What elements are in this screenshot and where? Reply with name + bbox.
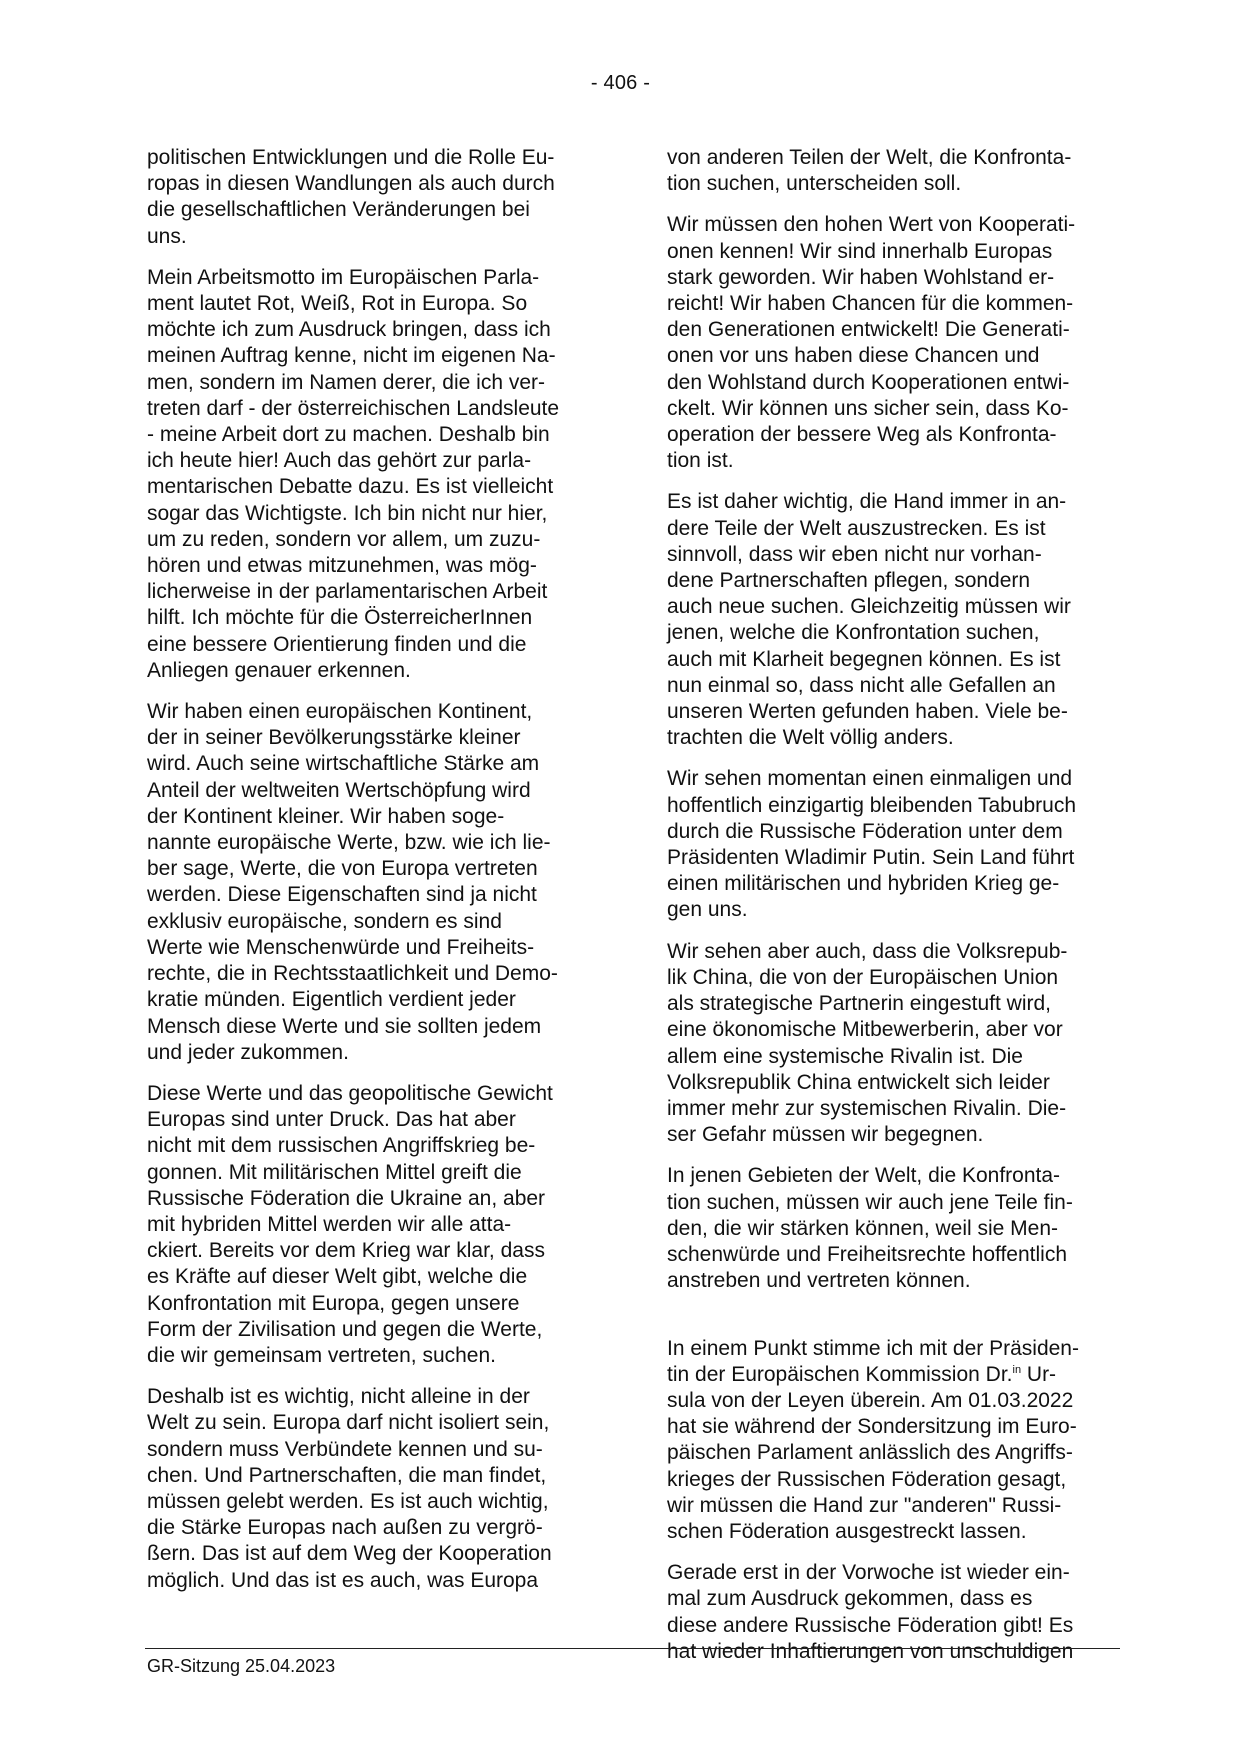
- paragraph: Wir sehen momentan einen einmaligen und hoffentlich einzigartig bleibenden Tabubruch durch die Russische Föderation unter dem Präsidenten Wladimir Putin. Sein Land führt einen militärischen und hybriden Krieg ge- gen uns.: [667, 767, 1077, 922]
- footer-session-date: GR-Sitzung 25.04.2023: [147, 1656, 336, 1676]
- paragraph: von anderen Teilen der Welt, die Konfronta- tion suchen, unterscheiden soll.: [667, 146, 1072, 196]
- right-column: [667, 145, 1123, 1680]
- paragraph: Deshalb ist es wichtig, nicht alleine in der Welt zu sein. Europa darf nicht isoliert sein, sondern muss Verbündete kennen und su- chen. Und Partnerschaften, die man findet, müssen gelebt werden. Es ist auch wichtig, die Stärke Europas nach außen zu vergrö- ßern. Das ist auf dem Weg der Kooperation möglich. Und das ist es auch, was Europa: [147, 1385, 552, 1592]
- paragraph-text: Ur- sula von der Leyen überein. Am 01.03.2022 hat sie während der Sondersitzung im Euro- päischen Parlament anlässlich des Angriffs- krieges der Russischen Föderation gesagt, wir müssen die Hand zur "anderen" Russi- schen Föderation ausgestreckt lassen.: [667, 1362, 1077, 1543]
- paragraph: Mein Arbeitsmotto im Europäischen Parla- ment lautet Rot, Weiß, Rot in Europa. So möchte ich zum Ausdruck bringen, dass ich meinen Auftrag kenne, nicht im eigenen Na- men, sondern im Namen derer, die ich ver- treten darf - der österreichischen Landsleute - meine Arbeit dort zu machen. Deshalb bin ich heute hier! Auch das gehört zur parla- mentarischen Debatte dazu. Es ist vielleicht sogar das Wichtigste. Ich bin nicht nur hier, um zu reden, sondern vor allem, um zuzu- hören und etwas mitzunehmen, was mög- licherweise in der parlamentarischen Arbeit hilft. Ich möchte für die ÖsterreicherInnen eine bessere Orientierung finden und die Anliegen genauer erkennen.: [147, 265, 560, 682]
- paragraph: [667, 1309, 1123, 1545]
- paragraph: Wir sehen aber auch, dass die Volksrepub- lik China, die von der Europäischen Union als strategische Partnerin eingestuft wird, eine ökonomische Mitbewerberin, aber vor allem eine systemische Rivalin ist. Die Volksrepublik China entwickelt sich leider immer mehr zur systemischen Rivalin. Die- ser Gefahr müssen wir begegnen.: [667, 939, 1068, 1147]
- superscript: in: [1012, 1363, 1022, 1376]
- paragraph: Gerade erst in der Vorwoche ist wieder ein- mal zum Ausdruck gekommen, dass es diese andere Russische Föderation gibt! Es hat wieder Inhaftierungen von unschuldigen: [667, 1561, 1074, 1663]
- paragraph: Diese Werte und das geopolitische Gewicht Europas sind unter Druck. Das hat aber nicht mit dem russischen Angriffskrieg be- gonnen. Mit militärischen Mittel greift die Russische Föderation die Ukraine an, aber mit hybriden Mittel werden wir alle atta- ckiert. Bereits vor dem Krieg war klar, dass es Kräfte auf dieser Welt gibt, welche die Konfrontation mit Europa, gegen unsere Form der Zivilisation und gegen die Werte, die wir gemeinsam vertreten, suchen.: [147, 1081, 553, 1367]
- paragraph: Wir müssen den hohen Wert von Kooperati- onen kennen! Wir sind innerhalb Europas stark geworden. Wir haben Wohlstand er- reicht! Wir haben Chancen für die kommen- den Generationen entwickelt! Die Generati- onen vor uns haben diese Chancen und den Wohlstand durch Kooperationen entwi- ckelt. Wir können uns sicher sein, dass Ko- operation der bessere Weg als Konfronta- tion ist.: [667, 213, 1076, 473]
- left-column: [147, 145, 599, 1609]
- paragraph: politischen Entwicklungen und die Rolle Eu- ropas in diesen Wandlungen als auch durch die gesellschaftlichen Veränderungen bei uns.: [147, 146, 555, 248]
- page-number: - 406 -: [590, 72, 651, 94]
- paragraph: Es ist daher wichtig, die Hand immer in an- dere Teile der Welt auszustrecken. Es ist sinnvoll, dass wir eben nicht nur vorhan- dene Partnerschaften pflegen, sondern auch neue suchen. Gleichzeitig müssen wir jenen, welche die Konfrontation suchen, auch mit Klarheit begegnen können. Es ist nun einmal so, dass nicht alle Gefallen an unseren Werten gefunden haben. Viele be- trachten die Welt völlig anders.: [667, 490, 1071, 750]
- paragraph-text: In einem Punkt stimme ich mit der Präsiden- tin der Europäischen Kommission Dr.: [667, 1336, 1079, 1386]
- footer-divider: [145, 1648, 1120, 1649]
- paragraph: In jenen Gebieten der Welt, die Konfronta- tion suchen, müssen wir auch jene Teile fin- den, die wir stärken können, weil sie Men- schenwürde und Freiheitsrechte hoffentlich anstreben und vertreten können.: [667, 1164, 1073, 1293]
- paragraph: Wir haben einen europäischen Kontinent, der in seiner Bevölkerungsstärke kleiner wird. Auch seine wirtschaftliche Stärke am Anteil der weltweiten Wertschöpfung wird der Kontinent kleiner. Wir haben soge- nannte europäische Werte, bzw. wie ich lie- ber sage, Werte, die von Europa vertreten werden. Diese Eigenschaften sind ja nicht exklusiv europäische, sondern es sind Werte wie Menschenwürde und Freiheits- rechte, die in Rechtsstaatlichkeit und Demo- kratie münden. Eigentlich verdient jeder Mensch diese Werte und sie sollten jedem und jeder zukommen.: [147, 700, 558, 1064]
